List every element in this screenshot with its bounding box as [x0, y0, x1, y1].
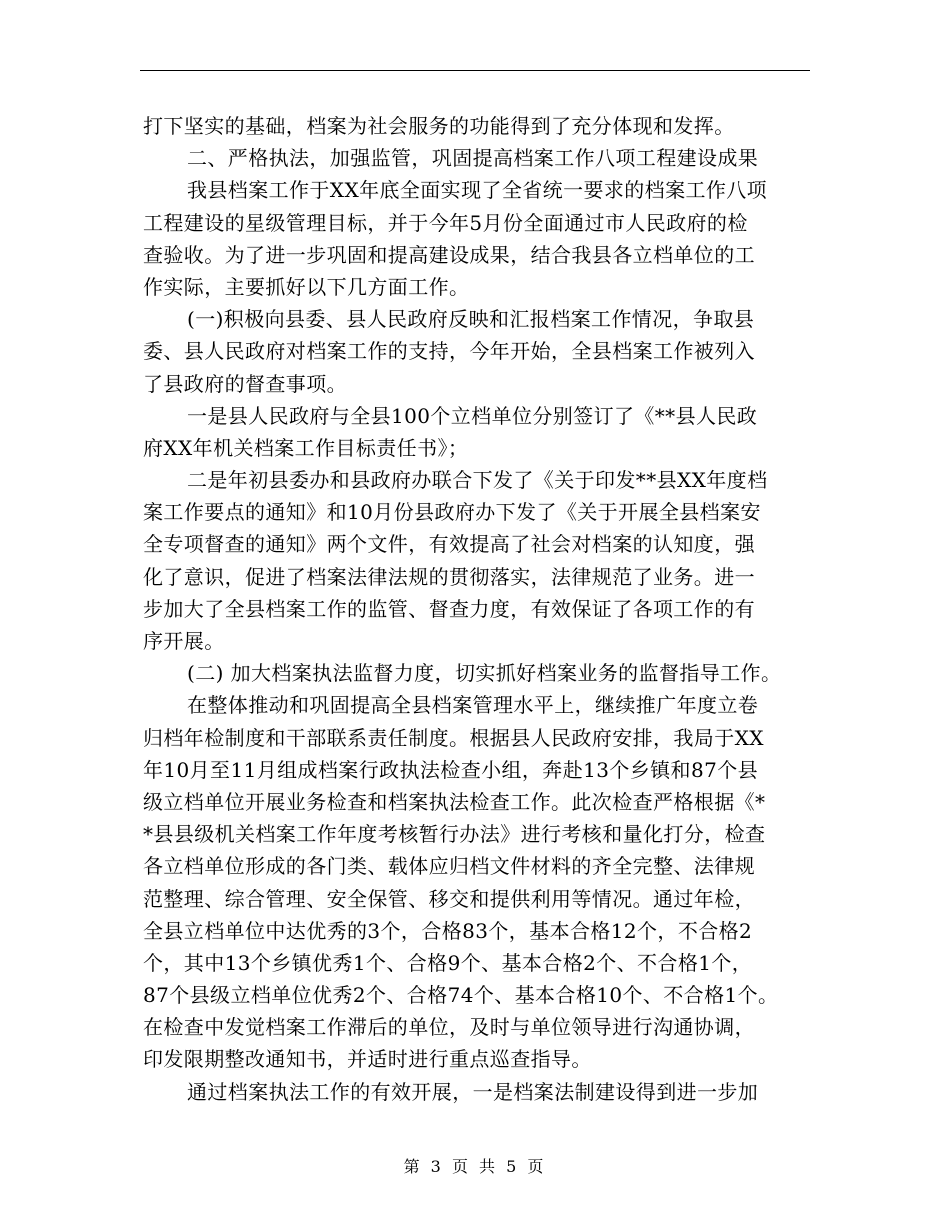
text-line: 工程建设的星级管理目标，并于今年5月份全面通过市人民政府的检	[143, 210, 748, 235]
text-line: 范整理、综合管理、安全保管、移交和提供利用等情况。通过年检，	[143, 886, 755, 911]
text-line: 了县政府的督查事项。	[143, 371, 347, 396]
text-line: (一)积极向县委、县人民政府反映和汇报档案工作情况，争取县	[187, 307, 755, 332]
text-line: 87个县级立档单位优秀2个、合格74个、基本合格10个、不合格1个。	[143, 983, 779, 1008]
text-line: 查验收。为了进一步巩固和提高建设成果，结合我县各立档单位的工	[143, 242, 755, 267]
text-line: 序开展。	[143, 629, 225, 653]
text-line: *县县级机关档案工作年度考核暂行办法》进行考核和量化打分，检查	[143, 822, 766, 847]
text-line: 我县档案工作于XX年底全面实现了全省统一要求的档案工作八项	[187, 178, 768, 203]
text-line: 在检查中发觉档案工作滞后的单位，及时与单位领导进行沟通协调，	[143, 1015, 755, 1040]
document-body	[143, 110, 823, 1108]
text-line: 委、县人民政府对档案工作的支持，今年开始，全县档案工作被列入	[143, 339, 755, 364]
text-line: 二是年初县委办和县政府办联合下发了《关于印发**县XX年度档	[187, 468, 768, 493]
text-line: 各立档单位形成的各门类、载体应归档文件材料的齐全完整、法律规	[143, 854, 755, 879]
text-line: 全县立档单位中达优秀的3个，合格83个，基本合格12个，不合格2	[143, 918, 753, 943]
text-line: 府XX年机关档案工作目标责任书》；	[143, 435, 469, 460]
text-line: 在整体推动和巩固提高全县档案管理水平上，继续推广年度立卷	[187, 693, 759, 718]
text-line: 个，其中13个乡镇优秀1个、合格9个、基本合格2个、不合格1个，	[143, 950, 753, 975]
text-line: 作实际，主要抓好以下几方面工作。	[143, 274, 470, 299]
page-footer: 第 3 页 共 5 页	[403, 1157, 547, 1176]
text-line: 二、严格执法，加强监管，巩固提高档案工作八项工程建设成果	[187, 146, 759, 171]
text-line: 年10月至11月组成档案行政执法检查小组，奔赴13个乡镇和87个县	[143, 757, 758, 782]
text-line: 打下坚实的基础，档案为社会服务的功能得到了充分体现和发挥。	[143, 114, 735, 138]
text-line: 化了意识，促进了档案法律法规的贯彻落实，法律规范了业务。进一	[143, 564, 755, 589]
text-line: 归档年检制度和干部联系责任制度。根据县人民政府安排，我局于XX	[143, 725, 764, 750]
text-line: 一是县人民政府与全县100个立档单位分别签订了《**县人民政	[187, 403, 758, 428]
text-line: 级立档单位开展业务检查和档案执法检查工作。此次检查严格根据《*	[143, 789, 766, 814]
text-line: 通过档案执法工作的有效开展，一是档案法制建设得到进一步加	[187, 1079, 759, 1104]
text-line: (二) 加大档案执法监督力度，切实抓好档案业务的监督指导工作。	[187, 661, 782, 686]
text-line: 步加大了全县档案工作的监管、督查力度，有效保证了各项工作的有	[143, 596, 755, 621]
text-line: 案工作要点的通知》和10月份县政府办下发了《关于开展全县档案安	[143, 500, 761, 525]
text-line: 印发限期整改通知书，并适时进行重点巡查指导。	[143, 1047, 592, 1072]
text-line: 全专项督查的通知》两个文件，有效提高了社会对档案的认知度，强	[143, 532, 755, 557]
header-rule	[140, 70, 810, 71]
